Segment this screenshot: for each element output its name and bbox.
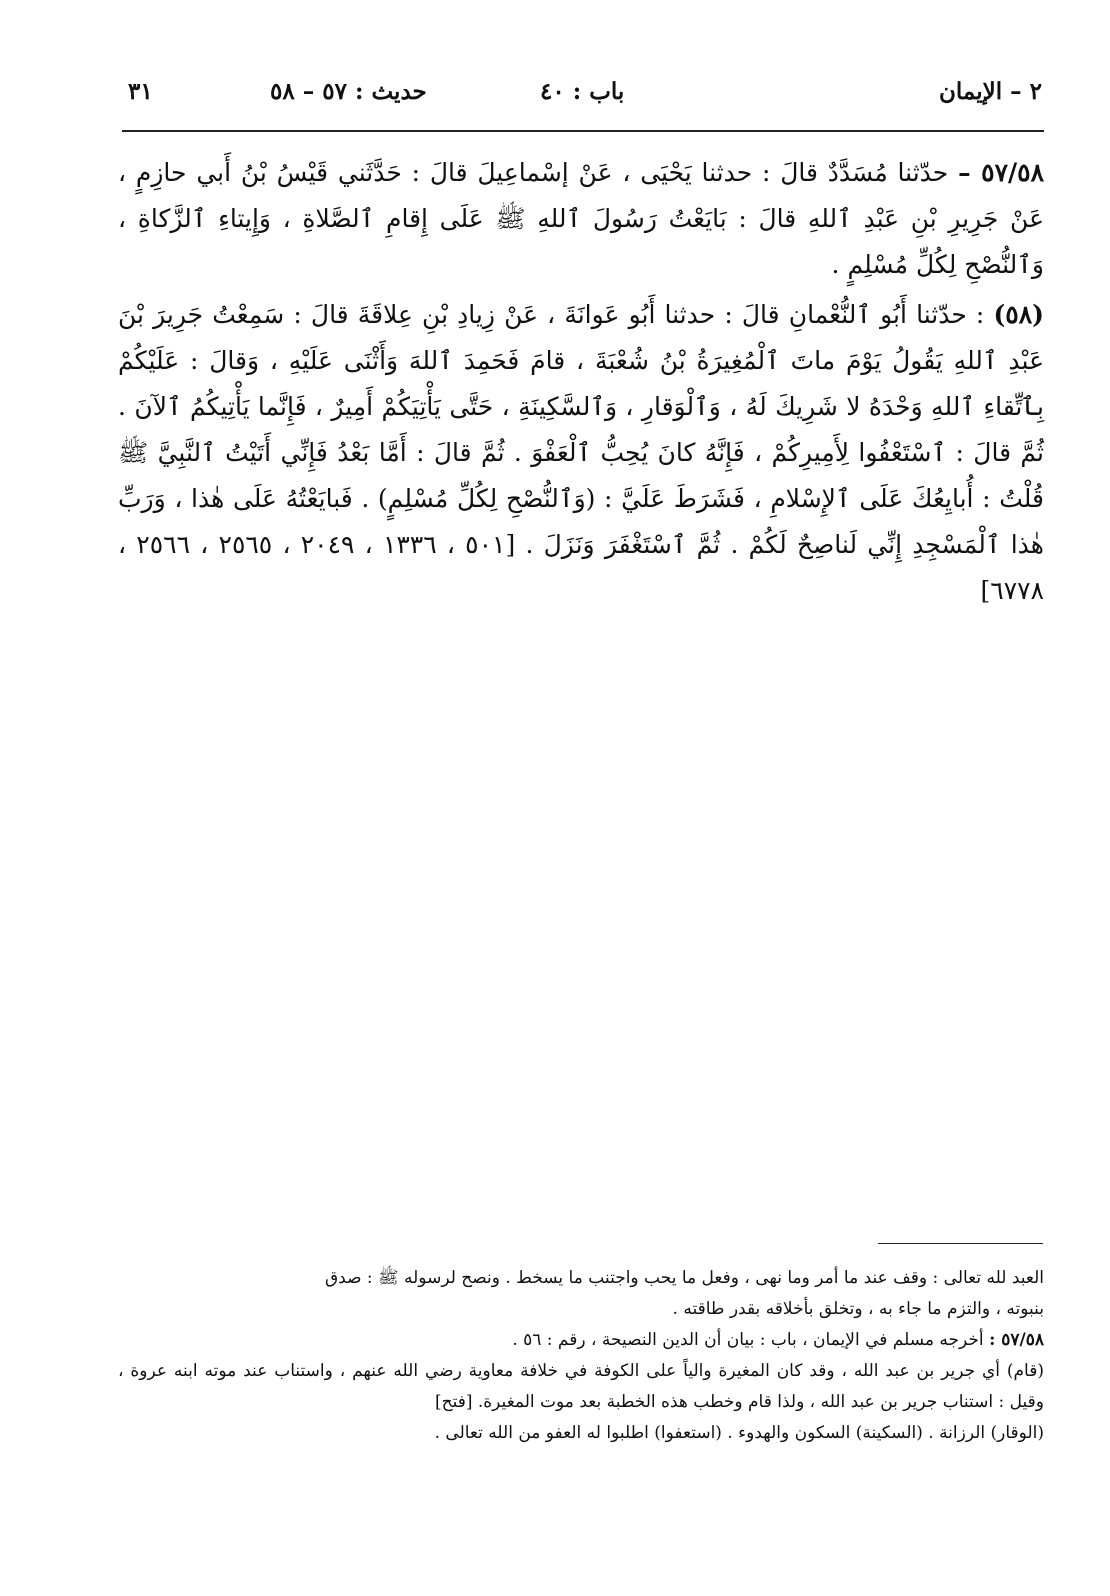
section-title: ٢ – الإيمان [939,78,1042,105]
footnote-divider [878,1243,1043,1244]
hadith-range: حديث : ٥٧ – ٥٨ [270,78,427,105]
footnotes [118,1263,1044,1449]
main-text [118,150,1044,614]
footnote-waqar: (الوقار) الرزانة . (السكينة) السكون والهدوء . (استعفوا) اطلبوا له العفو من الله تعالى . [434,1423,1044,1443]
footnote-qama: (قام) أي جرير بن عبد الله ، وقد كان المغيرة والياً على الكوفة في خلافة معاوية رضي الله عنهم ، واستناب عند موته ابنه عروة ، وقيل : استناب جرير بن عبد الله ، ولذا قام وخطب هذه الخطبة بعد موت المغيرة. [فتح] [118,1361,1044,1412]
hadith-58-text: : حدّثنا أَبُو ٱلنُّعْمانِ قالَ : حدثنا أَبُو عَوانَةَ ، عَنْ زِيادِ بْنِ عِلاقَةَ قالَ : سَمِعْتُ جَرِيرَ بْنَ عَبْدِ ٱللهِ يَقُولُ يَوْمَ ماتَ ٱلْمُغِيرَةُ بْنُ شُعْبَةَ ، قامَ فَحَمِدَ ٱللهَ وَأَثْنَى عَلَيْهِ ، وَقالَ : عَلَيْكُمْ بِٱتِّقاءِ ٱللهِ وَحْدَهُ لا شَرِيكَ لَهُ ، وَٱلْوَقارِ ، وَٱلسَّكِينَةِ ، حَتَّى يَأْتِيَكُمْ أَمِيرٌ ، فَإِنَّما يَأْتِيكُمُ ٱلآنَ . ثُمَّ قالَ : ٱسْتَعْفُوا لِأَمِيرِكُمْ ، فَإِنَّهُ كانَ يُحِبُّ ٱلْعَفْوَ . ثُمَّ قالَ : أَمَّا بَعْدُ فَإِنِّي أَتَيْتُ ٱلنَّبِيَّ ﷺ قُلْتُ : أُبايِعُكَ عَلَى ٱلإِسْلامِ ، فَشَرَطَ عَلَيَّ : (وَٱلنُّصْحِ لِكُلِّ مُسْلِمٍ) . فَبايَعْتُهُ عَلَى هٰذا ، وَرَبِّ هٰذا ٱلْمَسْجِدِ إِنِّي لَناصِحٌ لَكُمْ . ثُمَّ ٱسْتَغْفَرَ وَنَزَلَ . [118,300,1044,559]
hadith-57 [118,150,1044,288]
hadith-58-refs: [٥٠١ ، ١٣٣٦ ، ٢٠٤٩ ، ٢٥٦٥ ، ٢٥٦٦ ، ٦٧٧٨] [118,530,1044,605]
hadith-58-number: (٥٨) [993,300,1044,329]
hadith-57-text: حدّثنا مُسَدَّدٌ قالَ : حدثنا يَحْيَى ، عَنْ إسْماعِيلَ قالَ : حَدَّثَني قَيْسُ بْنُ أَبي حازِمٍ ، عَنْ جَرِيرِ بْنِ عَبْدِ ٱللهِ قالَ : بَايَعْتُ رَسُولَ ٱللهِ ﷺ عَلَى إِقامِ ٱلصَّلاةِ ، وَإِيتاءِ ٱلزَّكاةِ ، وَٱلنُّصْحِ لِكُلِّ مُسْلِمٍ . [118,158,1044,279]
hadith-57-number: ٥٧/٥٨ – [958,158,1044,187]
chapter-label: باب : ٤٠ [540,78,625,105]
header-divider [122,130,1044,132]
footnote-continued-2: بنبوته ، والتزم ما جاء به ، وتخلق بأخلاقه بقدر طاقته . [672,1299,1044,1319]
running-header [120,72,1042,112]
page-number: ٣١ [128,78,153,105]
footnote-57-58 [118,1325,1044,1356]
footnote-text: أخرجه مسلم في الإيمان ، باب : بيان أن الدين النصيحة ، رقم : ٥٦ . [512,1330,984,1350]
footnote-continued-1: العبد لله تعالى : وقف عند ما أمر وما نهى ، وفعل ما يحب واجتنب ما يسخط . ونصح لرسوله ﷺ : صدق [324,1268,1044,1288]
hadith-58 [118,292,1044,614]
footnote-number: ٥٧/٥٨ : [989,1330,1044,1350]
